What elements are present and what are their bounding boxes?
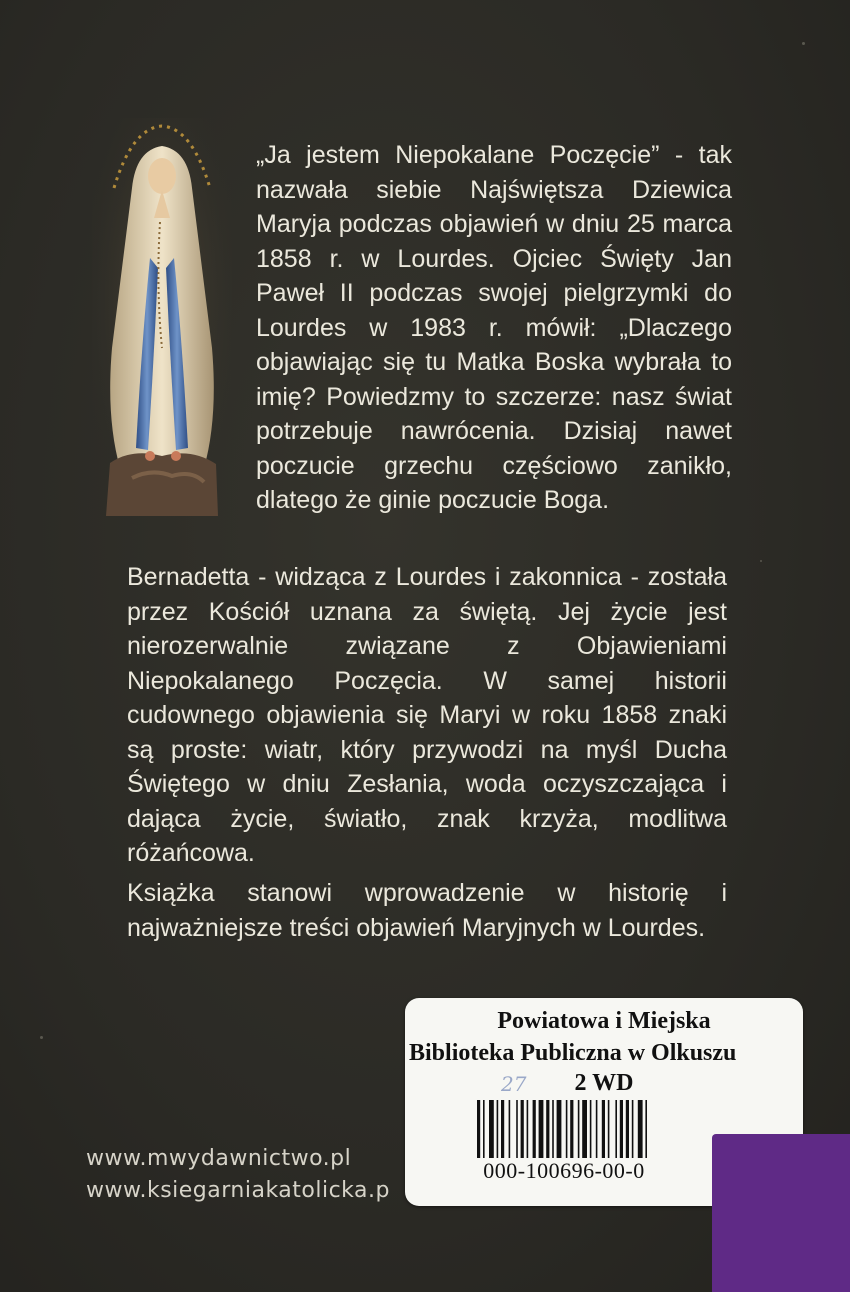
barcode-image — [477, 1100, 715, 1158]
dust-speck — [760, 560, 762, 562]
dust-speck — [802, 42, 805, 45]
paragraph-intro: „Ja jestem Niepokalane Poczęcie” - tak nazwała siebie Najświętsza Dziewica Maryja podczas objawień w dniu 25 marca 1858 r. w Lourdes. Ojciec Święty Jan Paweł II podczas swojej pielgrzymki do Lourdes w 1983 r. mówił: „Dlaczego objawiając się tu Matka Boska wybrała to imię? Powiedzmy to szczerze: nasz świat potrzebuje nawrócenia. Dzisiaj nawet poczucie grzechu częściowo zanikło, dlatego że ginie poczucie Boga. — [256, 141, 732, 514]
paragraph-bernadette: Bernadetta - widząca z Lourdes i zakonnica - została przez Kościół uznana za świętą. Jej życie jest nierozerwalnie związane z Objawieniami Niepokalanego Poczęcia. W samej historii cudownego objawienia się Maryi w roku 1858 znaki są proste: wiatr, który przywodzi na myśl Ducha Świętego w dniu Zesłania, woda oczyszczająca i dająca życie, światło, znak krzyża, modlitwa różańcowa. — [127, 563, 727, 867]
virgin-mary-statue-image — [92, 118, 232, 518]
handwritten-note: 27 — [501, 1072, 527, 1096]
website-publisher[interactable]: www.mwydawnictwo.pl — [86, 1146, 352, 1171]
website-bookstore[interactable]: www.ksiegarniakatolicka.p — [86, 1178, 390, 1203]
paragraph-book-summary: Książka stanowi wprowadzenie w historię i najważniejsze treści objawień Maryjnych w Lourdes. — [127, 879, 727, 942]
library-name-line1: Powiatowa i Miejska — [497, 1008, 711, 1034]
dust-speck — [40, 1036, 43, 1039]
barcode-number: 000-100696-00-0 — [483, 1158, 645, 1183]
purple-sticker — [712, 1134, 850, 1292]
shelf-mark: 2 WD — [574, 1070, 634, 1096]
library-name-line2: Biblioteka Publiczna w Olkuszu — [409, 1040, 737, 1066]
